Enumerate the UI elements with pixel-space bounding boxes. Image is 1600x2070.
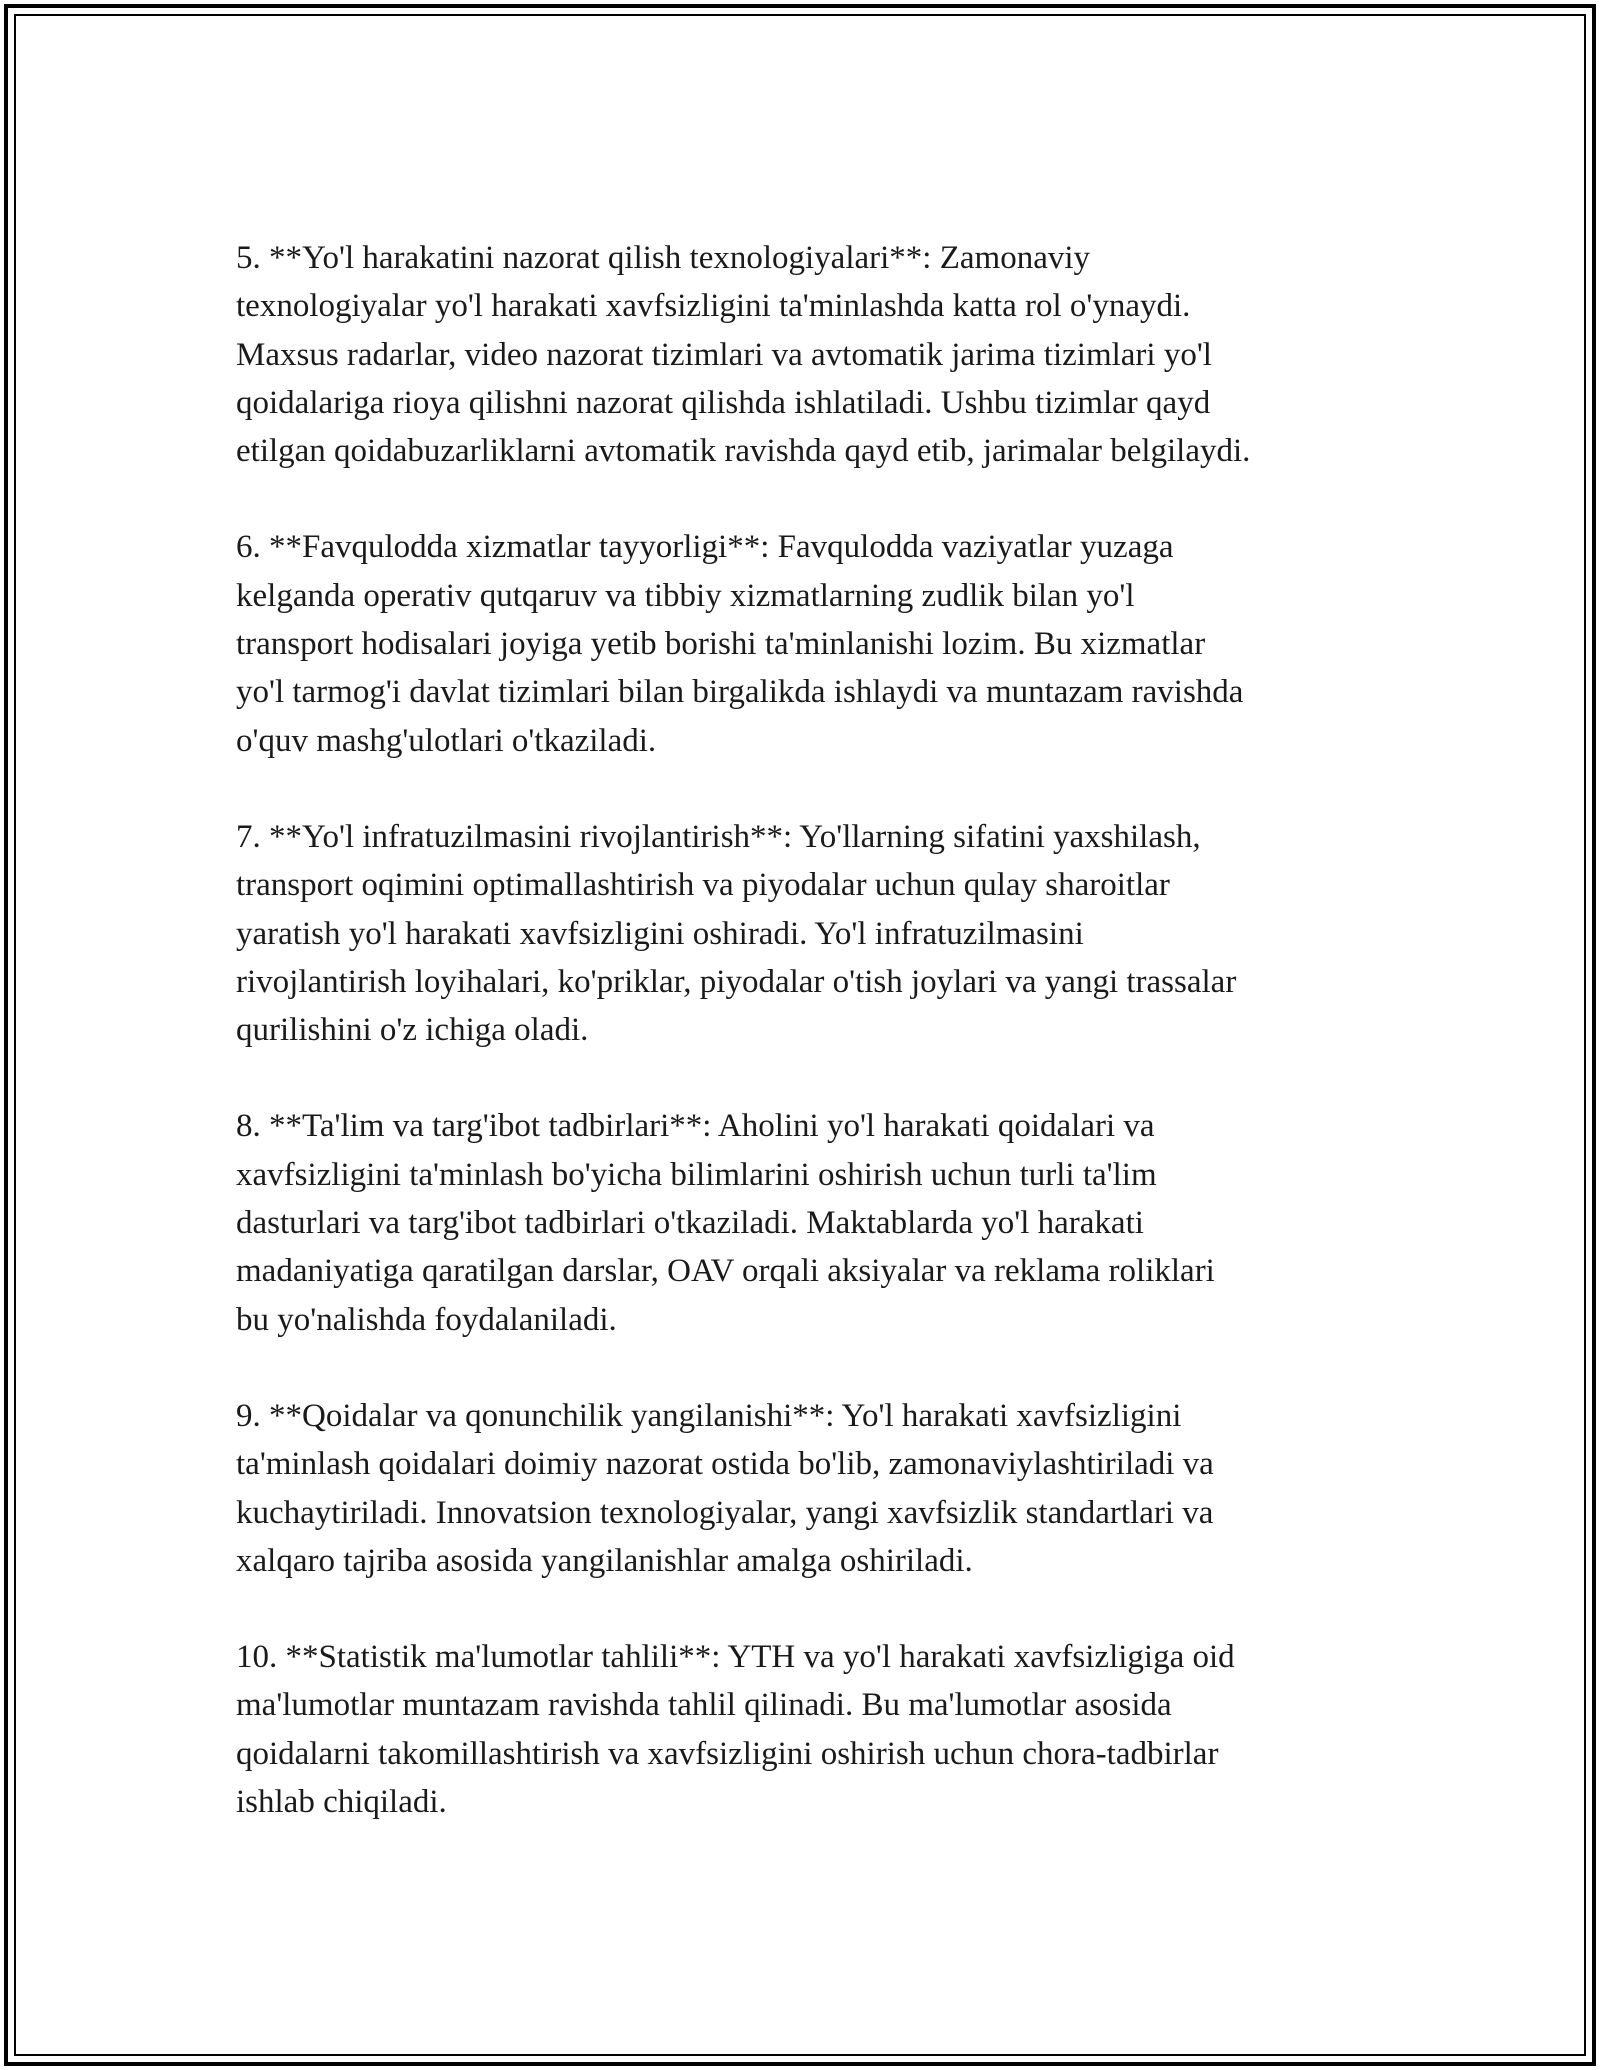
paragraph-item-8: 8. **Ta'lim va targ'ibot tadbirlari**: Aholini yo'l harakati qoidalari va xavfsizligini ta'minlash bo'yicha bilimlarini oshirish uchun turli ta'lim dasturlari va targ'ibot tadbirlari o'tkaziladi. Maktablarda yo'l harakati madaniyatiga qaratilgan darslar, OAV orqali aksiyalar va reklama roliklari bu yo'nalishda foydalaniladi. bbox=[236, 1108, 1215, 1338]
paragraph-item-9: 9. **Qoidalar va qonunchilik yangilanishi**: Yo'l harakati xavfsizligini ta'minlash qoidalari doimiy nazorat ostida bo'lib, zamonaviylashtiriladi va kuchaytiriladi. Innovatsion texnologiyalar, yangi xavfsizlik standartlari va xalqaro tajriba asosida yangilanishlar amalga oshiriladi. bbox=[236, 1397, 1214, 1579]
paragraph-item-10: 10. **Statistik ma'lumotlar tahlili**: YTH va yo'l harakati xavfsizligiga oid ma'lumotlar muntazam ravishda tahlil qilinadi. Bu ma'lumotlar asosida qoidalarni takomillashtirish va xavfsizligini oshirish uchun chora-tadbirlar ishlab chiqiladi. bbox=[236, 1639, 1235, 1821]
document-body bbox=[236, 234, 1406, 1874]
paragraph-item-7: 7. **Yo'l infratuzilmasini rivojlantirish**: Yo'llarning sifatini yaxshilash, transport oqimini optimallashtirish va piyodalar uchun qulay sharoitlar yaratish yo'l harakati xavfsizligini oshiradi. Yo'l infratuzilmasini rivojlantirish loyihalari, ko'priklar, piyodalar o'tish joylari va yangi trassalar qurilishini o'z ichiga oladi. bbox=[236, 818, 1237, 1049]
paragraph-item-6: 6. **Favqulodda xizmatlar tayyorligi**: Favqulodda vaziyatlar yuzaga kelganda operativ qutqaruv va tibbiy xizmatlarning zudlik bilan yo'l transport hodisalari joyiga yetib borishi ta'minlanishi lozim. Bu xizmatlar yo'l tarmog'i davlat tizimlari bilan birgalikda ishlaydi va muntazam ravishda o'quv mashg'ulotlari o'tkaziladi. bbox=[236, 529, 1244, 759]
paragraph-item-5: 5. **Yo'l harakatini nazorat qilish texnologiyalari**: Zamonaviy texnologiyalar yo'l harakati xavfsizligini ta'minlashda katta rol o'ynaydi. Maxsus radarlar, video nazorat tizimlari va avtomatik jarima tizimlari yo'l qoidalariga rioya qilishni nazorat qilishda ishlatiladi. Ushbu tizimlar qayd etilgan qoidabuzarliklarni avtomatik ravishda qayd etib, jarimalar belgilaydi. bbox=[236, 240, 1251, 470]
